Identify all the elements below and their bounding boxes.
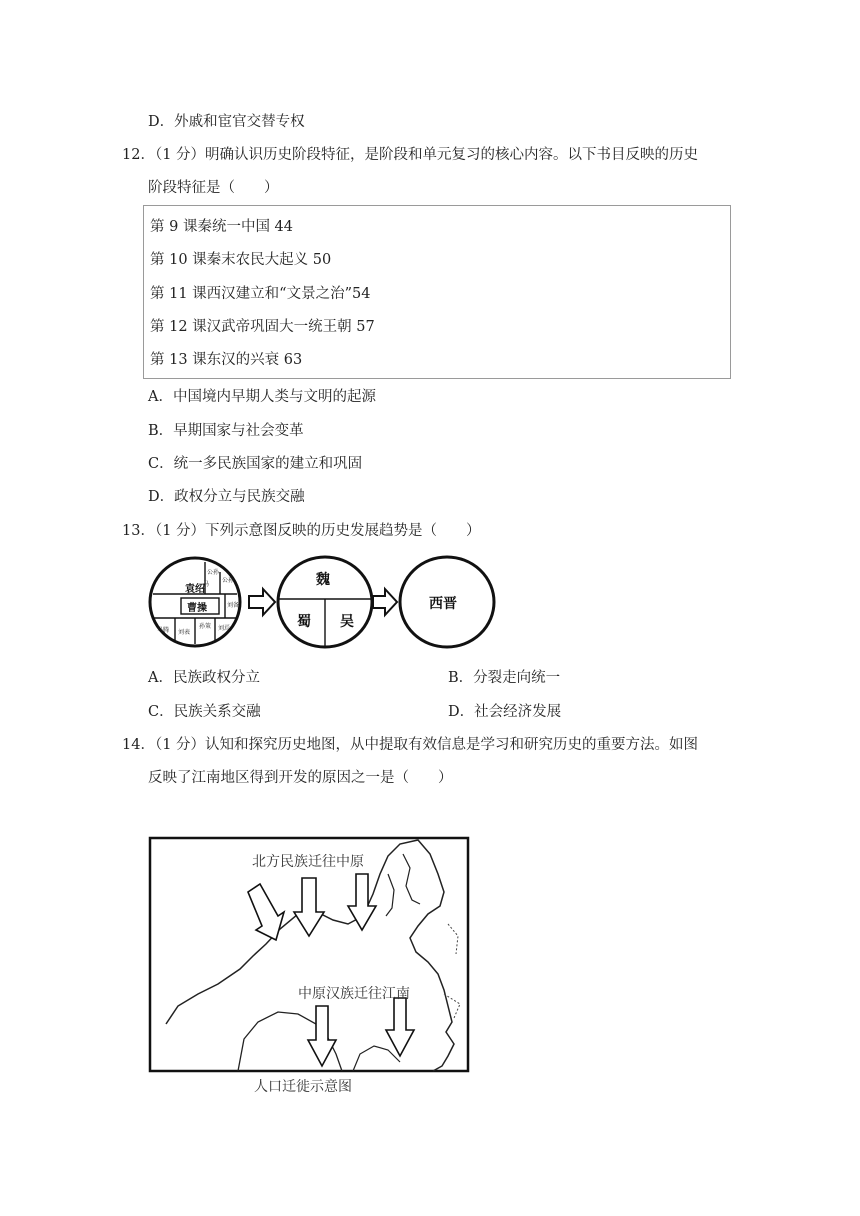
arrow-right-icon bbox=[373, 589, 397, 615]
contents-line: 第 10 课秦末农民大起义 50 bbox=[150, 252, 332, 268]
arrow-right-icon bbox=[249, 589, 275, 615]
q13-option-a: A．民族政权分立 bbox=[148, 670, 260, 686]
label-south-migration: 中原汉族迁往江南 bbox=[298, 986, 410, 1002]
q13-option-c: C．民族关系交融 bbox=[148, 704, 261, 720]
q14-stem-line1: 14．（1 分）认知和探究历史地图，从中提取有效信息是学习和研究历史的重要方法。如图 bbox=[122, 737, 699, 753]
contents-line: 第 11 课西汉建立和“文景之治”54 bbox=[150, 286, 371, 302]
q12-option-d: D．政权分立与民族交融 bbox=[148, 489, 305, 505]
q12-stem-line1: 12．（1 分）明确认识历史阶段特征，是阶段和单元复习的核心内容。以下书目反映的历史 bbox=[122, 147, 699, 163]
label-shu: 蜀 bbox=[297, 614, 311, 630]
circle-three-kingdoms bbox=[278, 557, 372, 647]
svg-text:公孙: 公孙 bbox=[222, 577, 235, 584]
q14-migration-map bbox=[148, 834, 473, 1099]
q12-option-a: A．中国境内早期人类与文明的起源 bbox=[148, 389, 376, 405]
q12-option-b: B．早期国家与社会变革 bbox=[148, 423, 304, 439]
q13-diagram bbox=[145, 552, 500, 652]
label-wu: 吴 bbox=[340, 614, 354, 630]
contents-line: 第 12 课汉武帝巩固大一统王朝 57 bbox=[150, 319, 375, 335]
contents-line: 第 13 课东汉的兴衰 63 bbox=[150, 352, 303, 368]
svg-text:马腾: 马腾 bbox=[157, 627, 170, 634]
contents-line: 第 9 课秦统一中国 44 bbox=[150, 219, 294, 235]
q12-contents-box bbox=[143, 205, 731, 379]
svg-text:公孙: 公孙 bbox=[207, 569, 220, 576]
label-north-migration: 北方民族迁往中原 bbox=[252, 854, 364, 870]
svg-text:马: 马 bbox=[203, 581, 210, 588]
circle-western-jin bbox=[400, 557, 494, 647]
q13-option-d: D．社会经济发展 bbox=[448, 704, 562, 720]
q13-option-b: B．分裂走向统一 bbox=[448, 670, 561, 686]
label-yuanshao: 袁绍 bbox=[185, 584, 205, 595]
q14-stem-line2: 反映了江南地区得到开发的原因之一是（ ） bbox=[148, 770, 453, 786]
map-frame bbox=[150, 838, 468, 1071]
circle-warlords bbox=[150, 558, 240, 646]
svg-text:刘备: 刘备 bbox=[227, 602, 240, 609]
svg-text:刘表: 刘表 bbox=[178, 629, 191, 636]
label-wei: 魏 bbox=[316, 572, 330, 588]
map-caption: 人口迁徙示意图 bbox=[254, 1079, 352, 1095]
q12-option-c: C．统一多民族国家的建立和巩固 bbox=[148, 456, 363, 472]
label-western-jin: 西晋 bbox=[429, 596, 457, 612]
q11-option-d: D．外戚和宦官交替专权 bbox=[148, 114, 305, 130]
q13-stem: 13．（1 分）下列示意图反映的历史发展趋势是（ ） bbox=[122, 523, 481, 539]
q12-stem-line2: 阶段特征是（ ） bbox=[148, 180, 279, 196]
svg-text:孙策: 孙策 bbox=[199, 623, 212, 630]
svg-text:刘焉: 刘焉 bbox=[218, 625, 231, 632]
label-caocao: 曹操 bbox=[187, 603, 207, 614]
